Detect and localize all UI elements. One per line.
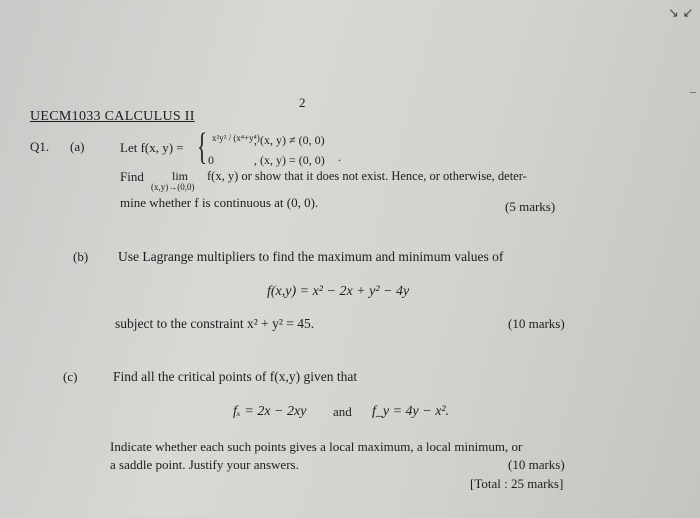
part-c-line1: Find all the critical points of f(x,y) given that (113, 369, 358, 384)
part-c-label: (c) (63, 369, 78, 384)
part-c-line2: Indicate whether each such points gives a local maximum, a local minimum, or (110, 439, 523, 454)
case2-condition: , (x, y) = (0, 0) (254, 153, 325, 167)
part-a-line3: mine whether f is continuous at (0, 0). (120, 195, 319, 210)
part-a-find: Find (120, 169, 144, 184)
case2-expression: 0 (208, 153, 214, 167)
part-c-marks: (10 marks) (508, 457, 565, 472)
part-a-let: Let f(x, y) = (120, 140, 184, 155)
case1-expression: x²y² / (x⁴+y⁴) (212, 133, 260, 143)
part-a-marks: (5 marks) (505, 199, 556, 214)
part-b-marks: (10 marks) (508, 316, 565, 331)
part-c-fy: f_y = 4y − x². (372, 404, 450, 419)
margin-dash (690, 92, 696, 93)
case2-end: . (338, 150, 341, 164)
part-c-fx: fₓ = 2x − 2xy (233, 404, 307, 419)
limit-subscript: (x,y)→(0,0) (151, 182, 195, 192)
part-a-find-rest: f(x, y) or show that it does not exist. Hence, or otherwise, deter- (207, 169, 527, 183)
case1-condition: , (x, y) ≠ (0, 0) (254, 133, 325, 147)
total-marks: [Total : 25 marks] (470, 476, 564, 491)
part-c-and: and (333, 404, 352, 419)
part-a-label: (a) (70, 139, 85, 154)
course-header: UECM1033 CALCULUS II (30, 109, 195, 124)
corner-mark: ↘ ↙ (668, 5, 694, 20)
piecewise-brace: { (197, 126, 208, 168)
limit-word: lim (172, 169, 189, 183)
part-b-line2: subject to the constraint x² + y² = 45. (115, 316, 315, 331)
part-b-line1: Use Lagrange multipliers to find the maximum and minimum values of (118, 249, 504, 264)
part-c-line3: a saddle point. Justify your answers. (110, 457, 299, 472)
part-b-label: (b) (73, 249, 89, 264)
part-b-formula: f(x,y) = x² − 2x + y² − 4y (267, 284, 410, 299)
question-label: Q1. (30, 139, 50, 154)
page-number: 2 (299, 95, 306, 110)
